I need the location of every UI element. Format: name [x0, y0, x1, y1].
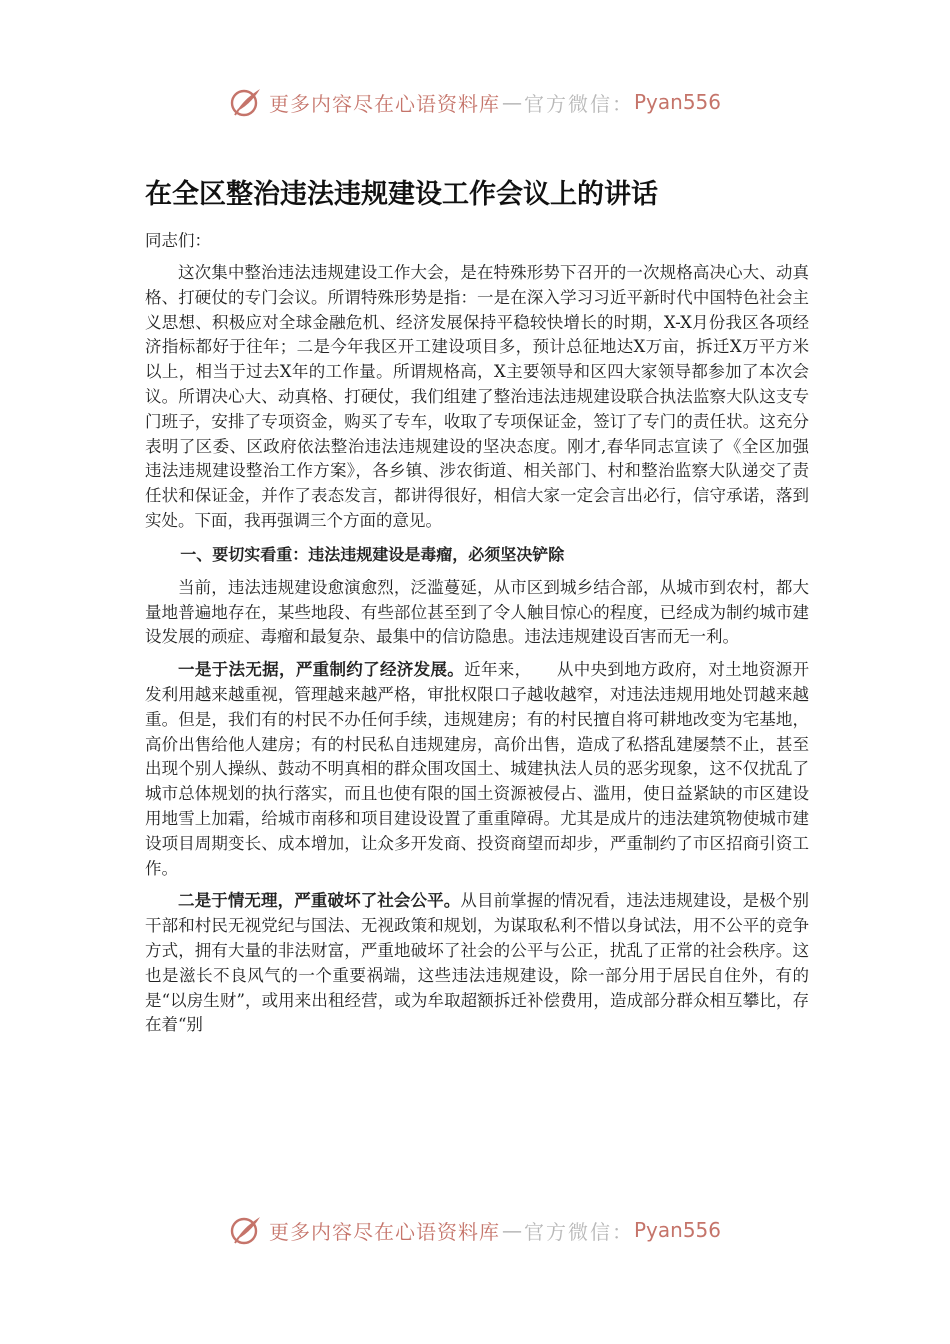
banner-wechat-id: Pyan556 [633, 1218, 721, 1242]
banner-wechat-id: Pyan556 [633, 90, 721, 114]
footer-watermark-banner [0, 1210, 950, 1250]
paragraph-point-1 [145, 658, 809, 881]
banner-text: 更多内容尽在心语资料库 [268, 91, 500, 116]
banner-separator: — [501, 90, 522, 114]
paragraph-intro: 这次集中整治违法违规建设工作大会，是在特殊形势下召开的一次规格高决心大、动真格、打硬仗的专门会议。所谓特殊形势是指：一是在深入学习习近平新时代中国特色社会主义思想、积极应对全球金融危机、经济发展保持平稳较快增长的时期，X-X月份我区各项经济指标都好于往年；二是今年我区开工建设项目多，预计总征地达X万亩，拆迁X万平方米以上，相当于过去X年的工作量。所谓规格高，X主要领导和区四大家领导都参加了本次会议。所谓决心大、动真格、打硬仗，我们组建了整治违法违规建设联合执法监察大队这支专门班子，安排了专项资金，购买了专车，收取了专项保证金，签订了专门的责任状。这充分表明了区委、区政府依法整治违法违规建设的坚决态度。刚才,春华同志宣读了《全区加强违法违规建设整治工作方案》，各乡镇、涉农街道、相关部门、村和整治监察大队递交了责任状和保证金，并作了表态发言，都讲得很好，相信大家一定会言出必行，信守承诺，落到实处。下面，我再强调三个方面的意见。 [145, 263, 809, 530]
quill-logo-icon [229, 1213, 263, 1247]
point-2-lead: 二是于情无理，严重破坏了社会公平。 [178, 891, 461, 911]
banner-wechat-label: 官方微信： [523, 91, 634, 116]
paragraph-point-2 [145, 889, 809, 1038]
section-heading-1: 一、要切实看重：违法违规建设是毒瘤，必须坚决铲除 [180, 544, 565, 564]
banner-text: 更多内容尽在心语资料库 [268, 1219, 500, 1244]
document-title: 在全区整治违法违规建设工作会议上的讲话 [145, 179, 658, 210]
point-2-body: 从目前掌握的情况看，违法违规建设，是极个别干部和村民无视党纪与国法、无视政策和规划，为谋取私利不惜以身试法，用不公平的竞争方式，拥有大量的非法财富，严重地破坏了社会的公平与公正，扰乱了正常的社会秩序。这也是滋长不良风气的一个重要祸端，这些违法违规建设，除一部分用于居民自住外，有的是“以房生财”，或用来出租经营，或为牟取超额拆迁补偿费用，造成部分群众相互攀比，存在着“别 [145, 891, 810, 1035]
point-1-body: 近年来， 从中央到地方政府，对土地资源开发利用越来越重视，管理越来越严格，审批权限口子越收越窄，对违法违规用地处罚越来越重。但是，我们有的村民不办任何手续，违规建房；有的村民擅自将可耕地改变为宅基地，高价出售给他人建房；有的村民私自违规建房，高价出售，造成了私搭乱建屡禁不止，甚至出现个别人操纵、鼓动不明真相的群众围攻国土、城建执法人员的恶劣现象，这不仅扰乱了城市总体规划的执行落实，而且也使有限的国土资源被侵占、滥用，使日益紧缺的市区建设用地雪上加霜，给城市南移和项目建设设置了重重障碍。尤其是成片的违法建筑物使城市建设项目周期变长、成本增加，让众多开发商、投资商望而却步，严重制约了市区招商引资工作。 [145, 660, 810, 878]
quill-logo-icon [229, 85, 263, 119]
header-watermark-banner [0, 82, 950, 122]
paragraph-current-situation: 当前，违法违规建设愈演愈烈，泛滥蔓延，从市区到城乡结合部，从城市到农村，都大量地普遍地存在，某些地段、有些部位甚至到了令人触目惊心的程度，已经成为制约城市建设发展的顽症、毒瘤和最复杂、最集中的信访隐患。违法违规建设百害而无一利。 [145, 577, 809, 647]
point-1-lead: 一是于法无据，严重制约了经济发展。 [178, 660, 465, 680]
banner-wechat-label: 官方微信： [523, 1219, 634, 1244]
salutation: 同志们： [145, 231, 211, 250]
document-body [145, 172, 809, 1046]
banner-separator: — [501, 1218, 522, 1242]
